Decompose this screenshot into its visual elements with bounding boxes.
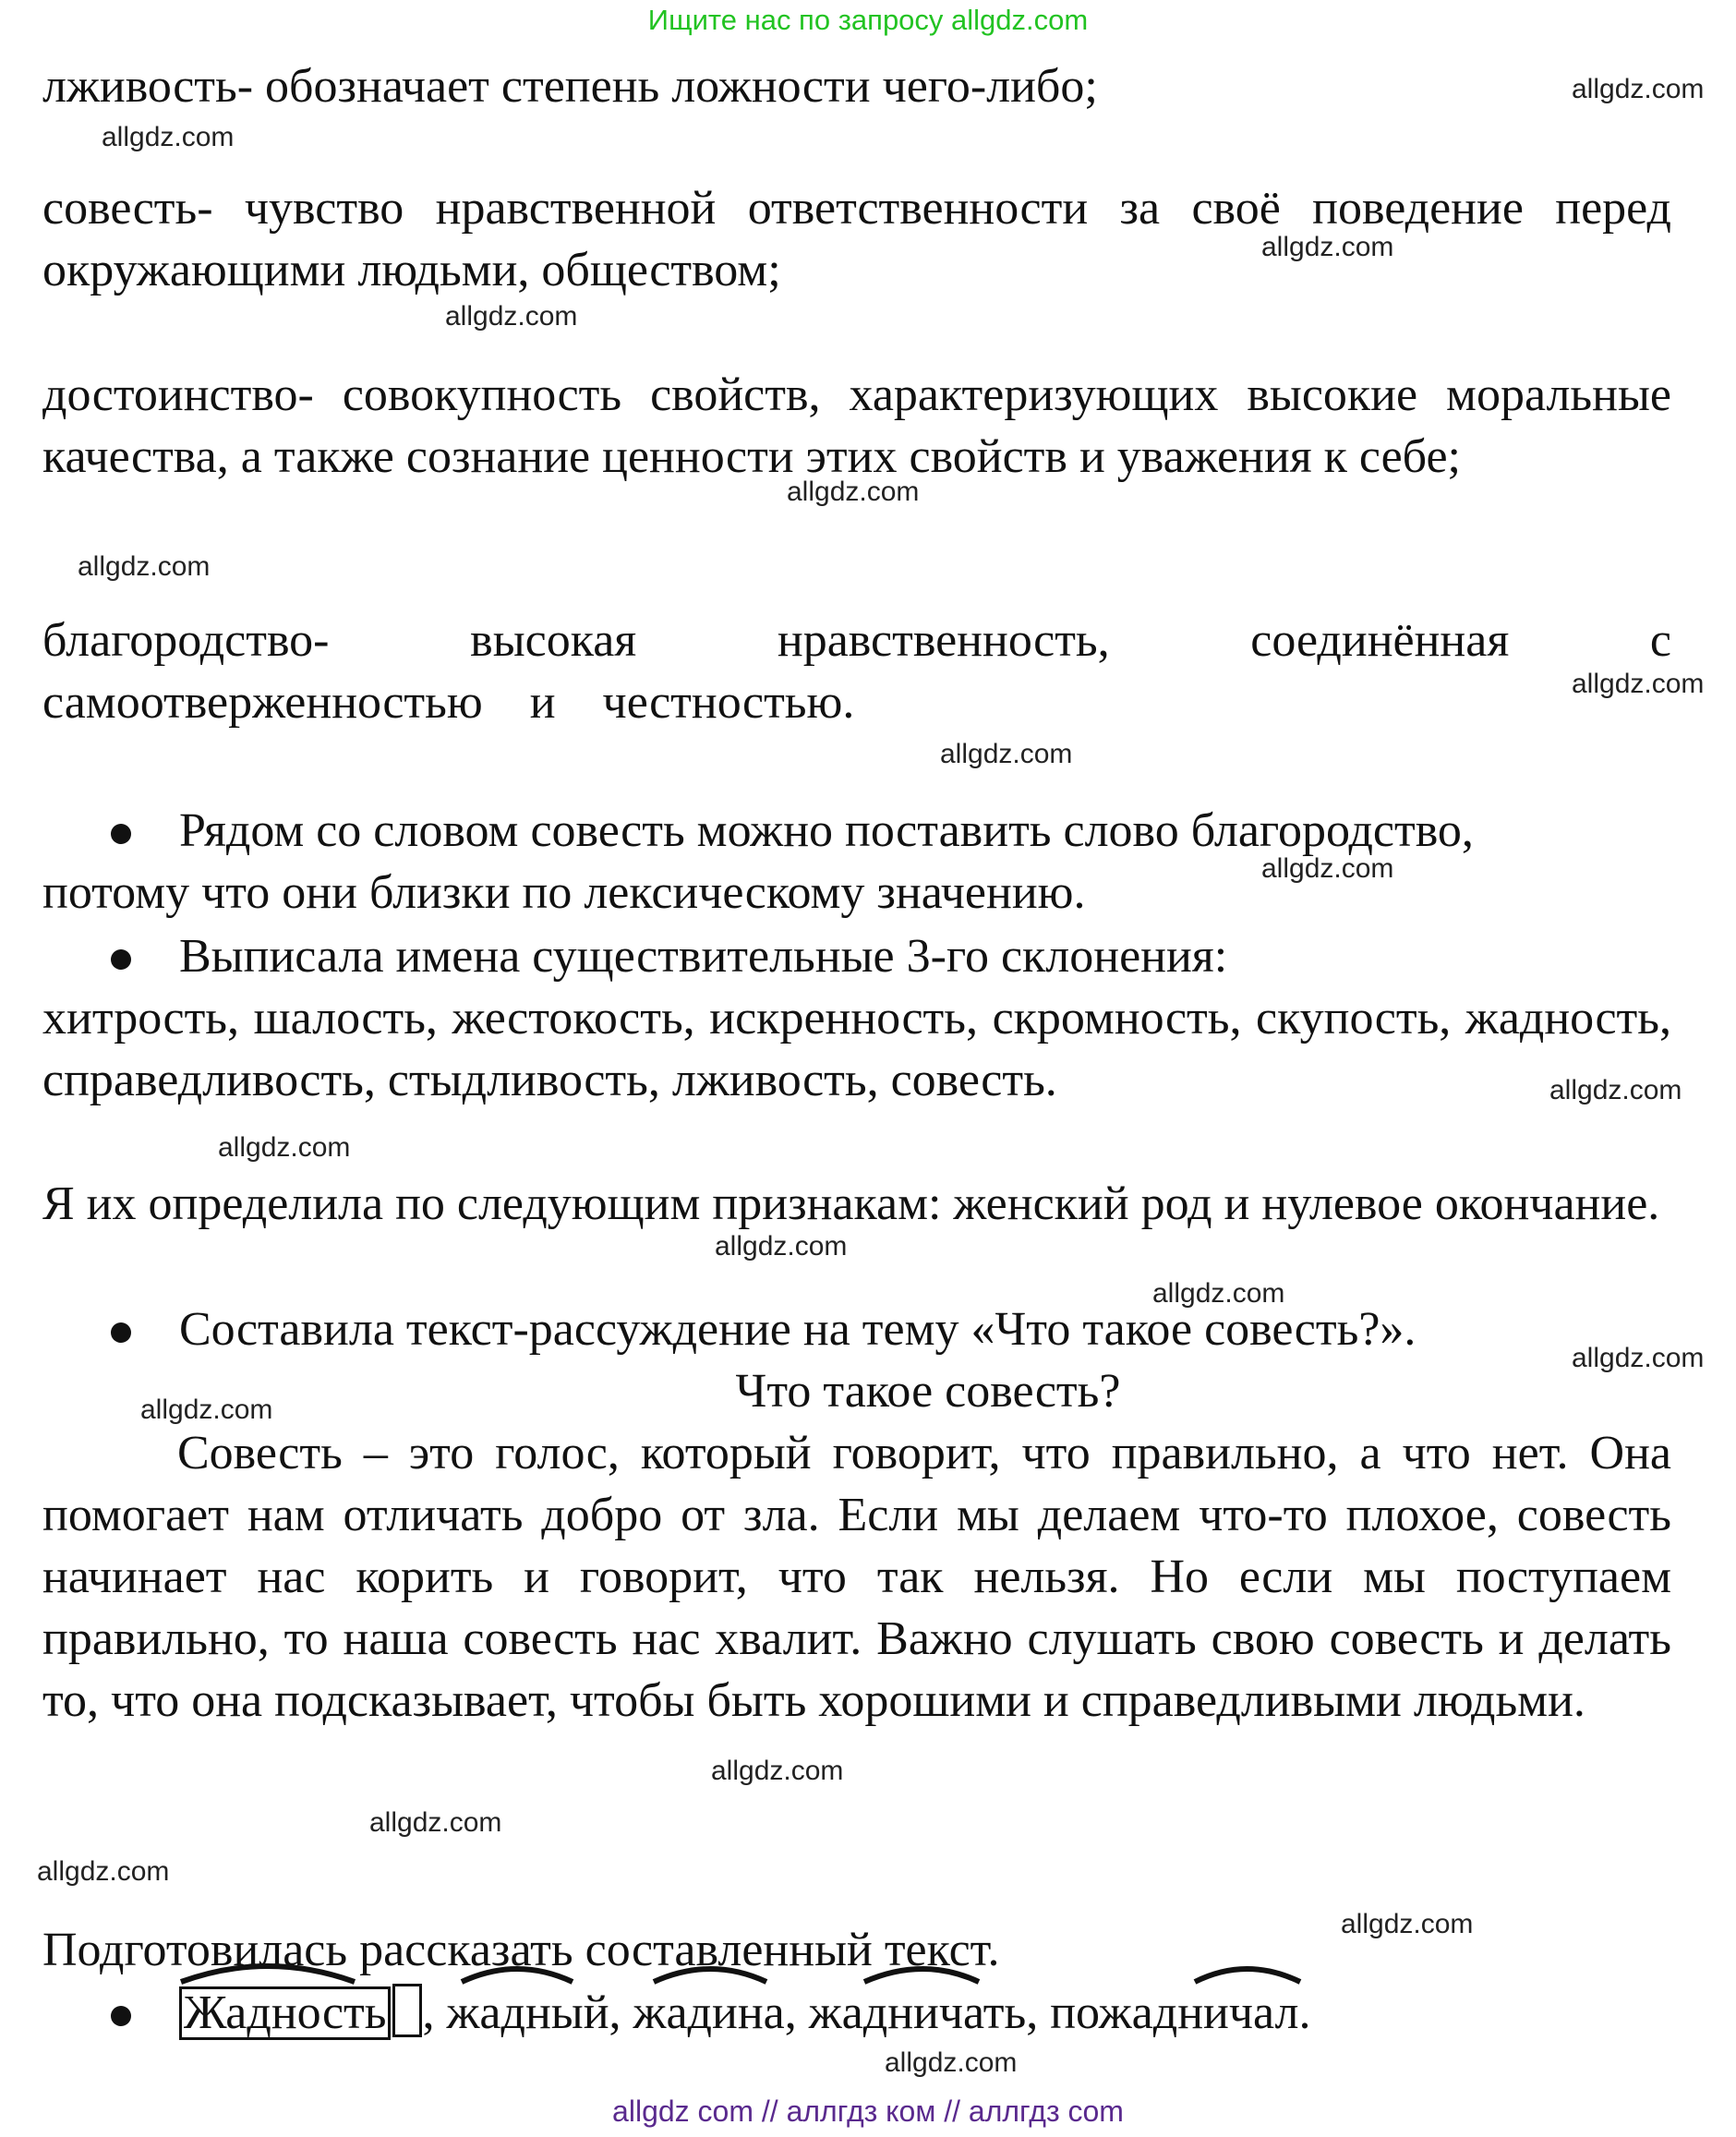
root-arc-zhadnost [181, 1966, 355, 1982]
root-arc-zhadina [654, 1969, 766, 1982]
definition-blagorodstvo: благородство- высокая нравственность, соединённая с самоотверженностью и честностью. [42, 614, 1671, 729]
site-banner[interactable]: Ищите нас по запросу allgdz.com [647, 4, 1089, 36]
watermark: allgdz.com [885, 2047, 1018, 2078]
root-arc-zhadnichat [864, 1969, 979, 1982]
root-arc-zhadnyi [462, 1969, 573, 1982]
prepared-text: Подготовилась рассказать составленный текст. [42, 1924, 1000, 1976]
bullet-1-line-1: Рядом со словом совесть можно поставить слово благородство, [179, 804, 1474, 857]
watermark: allgdz.com [711, 1756, 844, 1786]
watermark: allgdz.com [102, 122, 235, 152]
root-arc-pozhadnichal [1195, 1969, 1300, 1982]
watermark: allgdz.com [940, 739, 1073, 769]
word-family-rest: , жадный, жадина, жадничать, пожадничал. [422, 1986, 1311, 2039]
watermark: allgdz.com [78, 551, 211, 582]
definition-sovest: совесть- чувство нравственной ответственности за своё поведение перед окружающими людьми, обществом; [42, 182, 1671, 296]
watermark: allgdz.com [140, 1394, 273, 1425]
watermark: allgdz.com [369, 1807, 502, 1838]
watermark: allgdz.com [1261, 232, 1394, 262]
bullet-3-text: Составила текст-рассуждение на тему «Что такое совесть?». [179, 1303, 1417, 1356]
nouns-list: хитрость, шалость, жестокость, искренность, скромность, скупость, жадность, справедливость, стыдливость, лживость, совесть. [42, 992, 1671, 1106]
watermark: allgdz.com [1572, 74, 1705, 104]
watermark: allgdz.com [1572, 669, 1705, 699]
watermark: allgdz.com [787, 477, 920, 507]
word-zhadnost-boxed: Жадность [179, 1986, 391, 2040]
bullet-2-line-1: Выписала имена существительные 3-го склонения: [179, 930, 1228, 983]
essay-title: Что такое совесть? [735, 1365, 1121, 1418]
bullet-1-line-2: потому что они близки по лексическому значению. [42, 866, 1086, 919]
essay-text: Совесть – это голос, который говорит, что правильно, а что нет. Она помогает нам отличать добро от зла. Если мы делаем что-то плохое, совесть начинает нас корить и говорит, что так нельзя. Но если мы поступаем правильно, то наша совесть нас хвалит. Важно слушать свою совесть и делать то, что она подсказывает, чтобы быть хорошими и справедливыми людьми. [42, 1427, 1671, 1727]
watermark: allgdz.com [715, 1231, 848, 1262]
watermark: allgdz.com [37, 1856, 170, 1887]
watermark: allgdz.com [1341, 1909, 1474, 1939]
watermark: allgdz.com [1572, 1343, 1705, 1373]
watermark: allgdz.com [1152, 1278, 1285, 1309]
watermark: allgdz.com [1549, 1075, 1682, 1105]
watermark: allgdz.com [445, 301, 578, 332]
watermark: allgdz.com [1261, 853, 1394, 884]
definition-dostoinstvo: достоинство- совокупность свойств, характеризующих высокие моральные качества, а также сознание ценности этих свойств и уважения к себе; [42, 368, 1671, 483]
definition-lzhivost: лживость- обозначает степень ложности чего-либо; [42, 60, 1098, 113]
watermark: allgdz.com [218, 1132, 351, 1163]
site-footer[interactable]: allgdz com // аллгдз ком // аллгдз com [612, 2095, 1124, 2128]
criteria-text: Я их определила по следующим признакам: женский род и нулевое окончание. [42, 1177, 1660, 1230]
